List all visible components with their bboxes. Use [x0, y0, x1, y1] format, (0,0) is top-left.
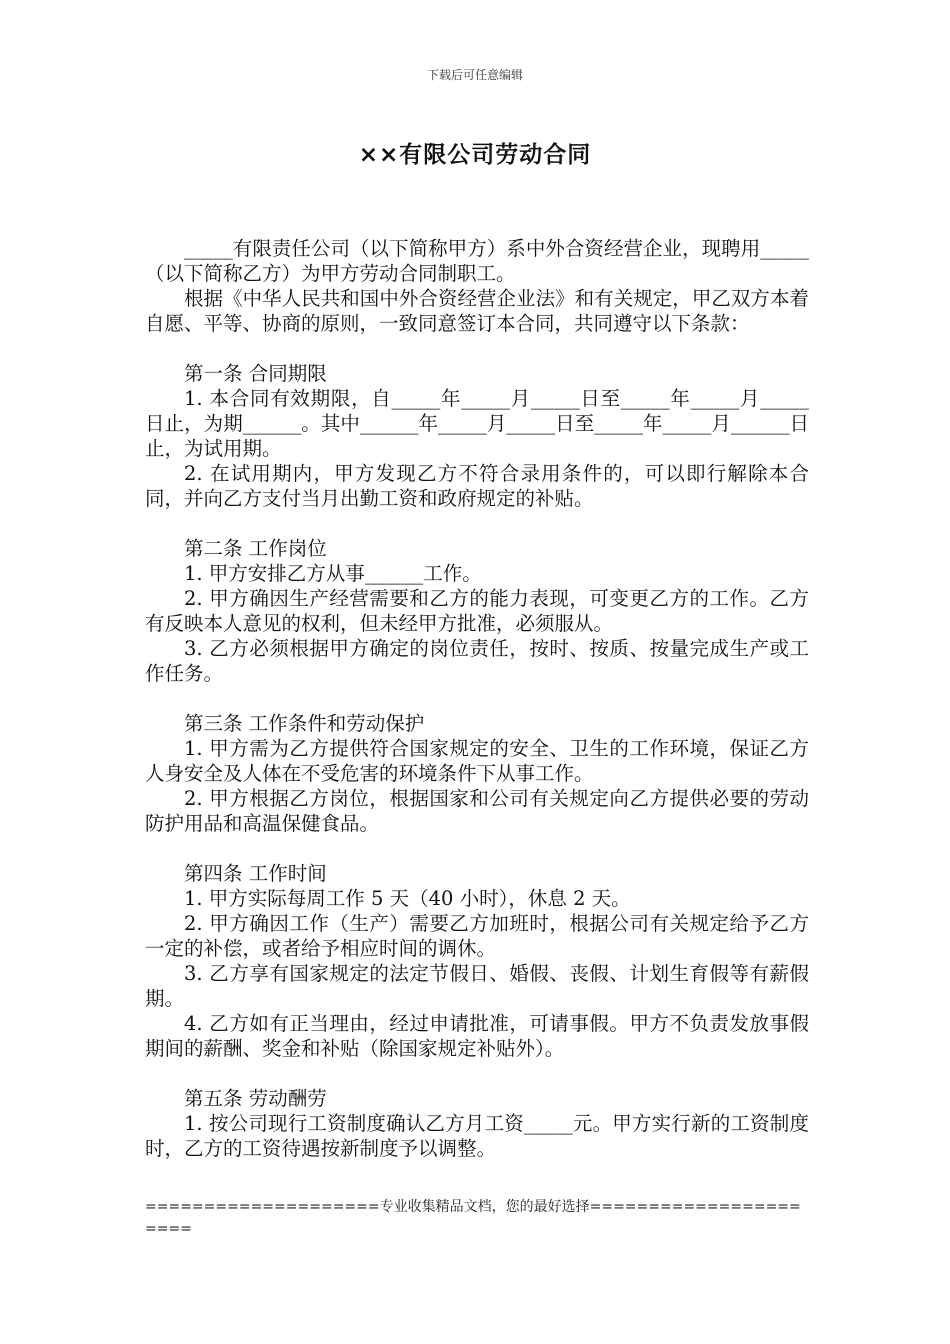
document-title: ××有限公司劳动合同: [358, 142, 592, 168]
article-item: 1. 按公司现行工资制度确认乙方月工资_____元。甲方实行新的工资制度时，乙方的工资待遇按新制度予以调整。: [145, 1112, 809, 1160]
article-2: [145, 536, 809, 686]
header-note: 下载后可任意编辑: [426, 68, 523, 82]
intro-paragraph: 根据《中华人民共和国中外合资经营企业法》和有关规定，甲乙双方本着自愿、平等、协商的原则，一致同意签订本合同，共同遵守以下条款：: [145, 287, 809, 335]
article-heading: 第二条 工作岗位: [184, 537, 327, 560]
article-4: [145, 861, 809, 1061]
article-item: 3. 乙方必须根据甲方确定的岗位责任，按时、按质、按量完成生产或工作任务。: [145, 637, 809, 685]
article-item: 2. 甲方根据乙方岗位，根据国家和公司有关规定向乙方提供必要的劳动防护用品和高温保健食品。: [145, 787, 809, 835]
article-item: 2. 甲方确因工作（生产）需要乙方加班时，根据公司有关规定给予乙方一定的补偿，或者给予相应时间的调休。: [145, 912, 809, 960]
article-item: 1. 甲方安排乙方从事______工作。: [184, 562, 482, 585]
article-item: 2. 甲方确因生产经营需要和乙方的能力表现，可变更乙方的工作。乙方有反映本人意见的权利，但未经甲方批准，必须服从。: [145, 587, 809, 635]
article-item: 1. 甲方实际每周工作 5 天（40 小时），休息 2 天。: [184, 887, 631, 910]
article-5: [145, 1086, 809, 1161]
article-heading: 第四条 工作时间: [184, 862, 327, 885]
article-item: 1. 甲方需为乙方提供符合国家规定的安全、卫生的工作环境，保证乙方人身安全及人体在不受危害的环境条件下从事工作。: [145, 737, 809, 785]
article-item: 1. 本合同有效期限，自_____年_____月_____日至_____年_____月_____日止，为期______。其中______年_____月_____日至_____年_____月______日止，为试用期。: [145, 387, 809, 460]
contract-body: [145, 236, 809, 1161]
article-1: [145, 361, 809, 511]
article-heading: 第一条 合同期限: [184, 362, 327, 385]
article-heading: 第五条 劳动酬劳: [184, 1087, 327, 1110]
article-item: 2. 在试用期内，甲方发现乙方不符合录用条件的，可以即行解除本合同，并向乙方支付当月出勤工资和政府规定的补贴。: [145, 462, 809, 510]
intro-paragraph: _____有限责任公司（以下简称甲方）系中外合资经营企业，现聘用_____（以下简称乙方）为甲方劳动合同制职工。: [145, 237, 809, 285]
article-item: 3. 乙方享有国家规定的法定节假日、婚假、丧假、计划生育假等有薪假期。: [145, 962, 809, 1010]
footer-banner: ====================专业收集精品文档，您的最好选择======================: [145, 1199, 801, 1237]
article-item: 4. 乙方如有正当理由，经过申请批准，可请事假。甲方不负责发放事假期间的薪酬、奖金和补贴（除国家规定补贴外）。: [145, 1012, 809, 1060]
article-heading: 第三条 工作条件和劳动保护: [184, 712, 425, 735]
article-3: [145, 711, 809, 836]
